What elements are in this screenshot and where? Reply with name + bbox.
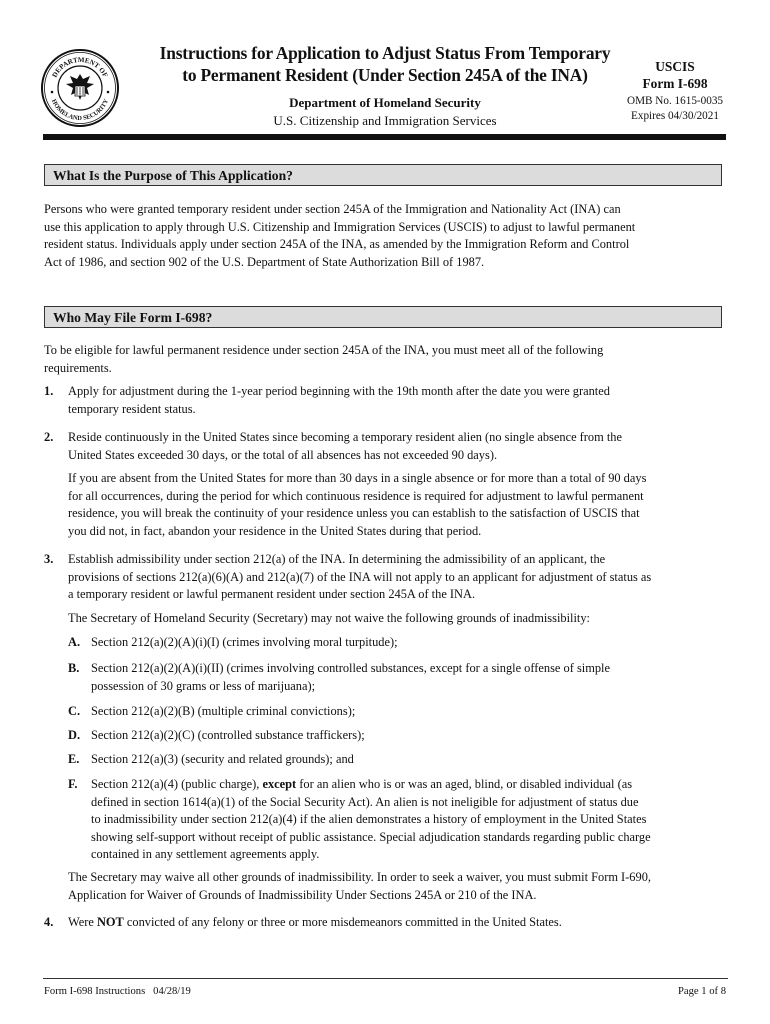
dhs-seal-logo xyxy=(40,48,120,128)
text-line: to inadmissibility under section 212(a)(4) if the alien demonstrates a history of employment in the United States xyxy=(91,812,647,827)
requirement-2 xyxy=(68,429,728,464)
text-line: Apply for adjustment during the 1-year period beginning with the 19th month after the date you were granted xyxy=(68,384,610,398)
text-line: If you are absent from the United States for more than 30 days in a single absence or for more than a total of 90 days xyxy=(68,471,647,485)
sub-letter-b: B. xyxy=(68,661,80,675)
inadmissibility-ground-f xyxy=(91,776,731,864)
document-title xyxy=(135,42,635,86)
requirement-1 xyxy=(68,383,728,418)
text-line: Persons who were granted temporary resident under section 245A of the Immigration and Nationality Act (INA) can xyxy=(44,202,621,216)
text-line: you did not, in fact, abandon your residence in the United States during that period. xyxy=(68,523,482,538)
inadmissibility-ground-a xyxy=(91,634,731,652)
text-line: To be eligible for lawful permanent residence under section 245A of the INA, you must meet all of the following xyxy=(44,343,604,357)
header-divider xyxy=(43,134,726,140)
text-line: residence, you will break the continuity of your residence unless you can establish to the satisfaction of USCIS that xyxy=(68,506,640,521)
text-line: Section 212(a)(2)(A)(i)(I) (crimes involving moral turpitude); xyxy=(91,635,398,649)
item-number-2: 2. xyxy=(44,430,54,444)
footer-divider xyxy=(43,978,728,979)
text-line: defined in section 1614(a)(1) of the Social Security Act). An alien is not ineligible for adjustment of status due xyxy=(91,794,639,809)
sub-letter-e: E. xyxy=(68,752,80,766)
item-number-4: 4. xyxy=(44,915,54,929)
text-line: United States exceeded 30 days, or the total of all absences has not exceeded 90 days). xyxy=(68,447,498,462)
text-line: for all occurrences, during the period for which continuous residence is required for adjustment to lawful permanent xyxy=(68,488,644,503)
text-line: resident status. Individuals apply under section 245A of the INA, as amended by the Immigration Reform and Control xyxy=(44,237,630,252)
text-line: possession of 30 grams or less of marijuana); xyxy=(91,678,316,693)
text-line: Act of 1986, and section 902 of the U.S. Department of State Authorization Bill of 1987. xyxy=(44,254,485,269)
inadmissibility-ground-b xyxy=(91,660,731,695)
item-number-3: 3. xyxy=(44,552,54,566)
sub-letter-f: F. xyxy=(68,777,78,791)
requirement-3 xyxy=(68,551,728,604)
waiver-note xyxy=(68,869,728,904)
footer-page-number: Page 1 of 8 xyxy=(678,986,726,997)
footer-form-edition: Form I-698 Instructions 04/28/19 xyxy=(44,986,191,997)
text-run: Section 212(a)(4) (public charge), xyxy=(91,777,263,791)
inadmissibility-ground-e xyxy=(91,751,731,769)
text-line: use this application to apply through U.S. Citizenship and Immigration Services (USCIS) to adjust to lawful permanent xyxy=(44,219,636,234)
item-number-1: 1. xyxy=(44,384,54,398)
text-run: Were xyxy=(68,915,97,929)
requirement-2-note xyxy=(68,470,728,540)
inadmissibility-ground-c xyxy=(91,703,731,721)
emphasis-text: except xyxy=(262,777,297,791)
sub-letter-a: A. xyxy=(68,635,81,649)
text-line: showing self-support without receipt of public assistance. Special adjudication standards regarding public charge xyxy=(91,829,651,844)
eligibility-intro xyxy=(44,342,734,377)
requirement-3-note: The Secretary of Homeland Security (Secretary) may not waive the following grounds of inadmissibility: xyxy=(68,611,590,625)
text-run: for an alien who is or was an aged, blind, or disabled individual (as xyxy=(296,777,633,791)
agency-name: U.S. Citizenship and Immigration Services xyxy=(273,113,497,128)
text-line: a temporary resident or lawful permanent resident under section 245A of the INA. xyxy=(68,587,476,602)
text-line: Reside continuously in the United States since becoming a temporary resident alien (no single absence from the xyxy=(68,430,622,444)
form-number: Form I-698 xyxy=(642,76,708,91)
sub-letter-d: D. xyxy=(68,728,81,742)
text-line: Section 212(a)(2)(B) (multiple criminal convictions); xyxy=(91,704,356,718)
omb-block xyxy=(615,94,735,124)
title-line-2: to Permanent Resident (Under Section 245A of the INA) xyxy=(182,65,588,85)
inadmissibility-ground-d xyxy=(91,727,731,745)
text-run: convicted of any felony or three or more misdemeanors committed in the United States. xyxy=(123,915,562,929)
text-line: Establish admissibility under section 212(a) of the INA. In determining the admissibility of an applicant, the xyxy=(68,552,606,566)
text-line: Section 212(a)(2)(C) (controlled substance traffickers); xyxy=(91,728,365,742)
text-line: temporary resident status. xyxy=(68,401,196,416)
sub-letter-c: C. xyxy=(68,704,81,718)
text-line xyxy=(91,776,731,794)
requirement-4 xyxy=(68,914,728,932)
uscis-label: USCIS xyxy=(655,59,695,74)
text-line: Section 212(a)(3) (security and related grounds); and xyxy=(91,752,354,766)
seal-text-top: DEPARTMENT OF xyxy=(50,55,110,79)
text-line: Section 212(a)(2)(A)(i)(II) (crimes involving controlled substances, except for a single offense of simple xyxy=(91,661,610,675)
title-line-1: Instructions for Application to Adjust Status From Temporary xyxy=(159,43,611,63)
text-line: contained in any settlement agreements apply. xyxy=(91,847,320,862)
text-line: Application for Waiver of Grounds of Inadmissibility Under Sections 245A or 210 of the INA. xyxy=(68,887,537,902)
omb-number: OMB No. 1615-0035 xyxy=(626,95,724,107)
section-heading-who-may-file: Who May File Form I-698? xyxy=(44,306,722,328)
emphasis-text: NOT xyxy=(96,915,124,929)
department-name: Department of Homeland Security xyxy=(289,95,481,110)
text-line: The Secretary may waive all other grounds of inadmissibility. In order to seek a waiver, you must submit Form I-690, xyxy=(68,870,651,884)
text-line: requirements. xyxy=(44,360,112,375)
seal-text-bottom: HOMELAND SECURITY xyxy=(49,98,111,123)
form-id-block xyxy=(615,58,735,92)
expiration-date: Expires 04/30/2021 xyxy=(631,110,719,122)
section-heading-purpose: What Is the Purpose of This Application? xyxy=(44,164,722,186)
purpose-paragraph xyxy=(44,201,734,271)
text-line: provisions of sections 212(a)(6)(A) and 212(a)(7) of the INA will not apply to an applicant for adjustment of status as xyxy=(68,569,652,584)
